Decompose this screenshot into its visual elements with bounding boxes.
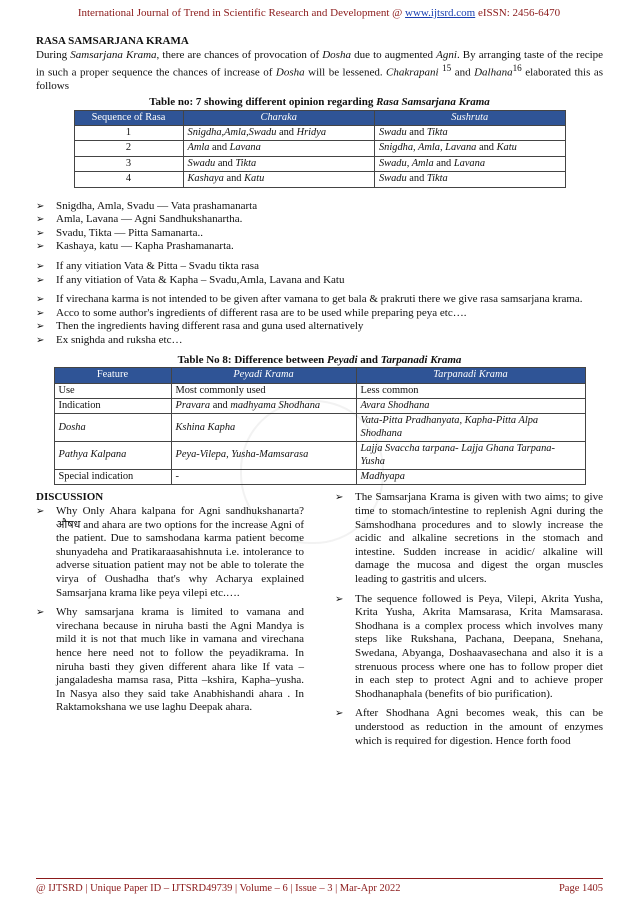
journal-link[interactable]: www.ijtsrd.com — [405, 7, 476, 19]
table-cell: Amla and Lavana — [183, 141, 374, 156]
journal-header — [0, 7, 638, 19]
table-row — [54, 414, 585, 442]
left-column — [36, 491, 304, 754]
footer-rule — [36, 878, 603, 879]
table7-header: Charaka — [183, 110, 374, 125]
intro-paragraph: During Samsarjana Krama, there are chances of provocation of Dosha due to augmented Agni. By arranging taste of the recipe in such a proper sequence the chances of increase of Dosha will be lessened. Chakrapani $^{15}$ and Dalhana$^{16}$ elaborated this as follows — [36, 48, 604, 93]
table-cell: Dosha — [54, 414, 171, 442]
table-cell: Avara Shodhana — [356, 399, 585, 414]
right-column — [335, 491, 603, 754]
discussion-right-list — [335, 491, 603, 748]
list-item: ➢ Amla, Lavana — Agni Sandhukshanartha. — [36, 213, 603, 227]
table-cell: Swadu, Amla and Lavana — [374, 156, 565, 171]
discussion-left-list — [36, 505, 304, 715]
table-row — [54, 470, 585, 485]
table-cell: Pravara and madhyama Shodhana — [171, 399, 356, 414]
table-cell: Snigdha,Amla,Swadu and Hridya — [183, 126, 374, 141]
table-cell: Swadu and Tikta — [374, 126, 565, 141]
table8-caption: Table No 8: Difference between Peyadi and Tarpanadi Krama — [177, 353, 462, 366]
table-cell: - — [171, 470, 356, 485]
table8-header: Tarpanadi Krama — [356, 368, 585, 383]
table-cell: Madhyapa — [356, 470, 585, 485]
discussion-columns — [36, 491, 603, 754]
vitiation-list — [36, 260, 603, 287]
list-item: ➢ If any vitiation of Vata & Kapha – Svadu,Amla, Lavana and Katu — [36, 274, 603, 288]
table-cell: Swadu and Tikta — [183, 156, 374, 171]
discussion-title: DISCUSSION — [36, 491, 104, 504]
notes-list — [36, 293, 603, 347]
table-cell: Special indication — [54, 470, 171, 485]
list-item: ➢ Kashaya, katu — Kapha Prashamanarta. — [36, 240, 603, 254]
table-cell: Most commonly used — [171, 383, 356, 398]
table-cell: 1 — [74, 126, 183, 141]
list-item: ➢ After Shodhana Agni becomes weak, this can be understood as reduction in the amount of enzymes which is required for digestion. Hence forth food — [335, 707, 603, 748]
page-number: Page 1405 — [558, 883, 603, 894]
list-item: ➢ Ex snighda and ruksha etc… — [36, 334, 603, 348]
table-cell: Lajja Svaccha tarpana- Lajja Ghana Tarpana- Yusha — [356, 442, 585, 470]
rasa-list — [36, 200, 603, 254]
list-item: ➢ Why samsarjana krama is limited to vamana and virechana because in niruha basti the Agni Mandya is mild it is not that much like in vamana and virechana hence here need not to follow the peyadikrama. In niruha basti they given different ahara like If vata –jangaladesha mamsa rasa, Pitta –kshira, Kapha–yusha. In Nasya also they said take Anabhishandi ahara . In Raktamokshana we use laghu Deepak ahara. — [36, 606, 304, 715]
table-8 — [54, 367, 586, 485]
table-row — [74, 172, 565, 187]
page-content — [36, 35, 603, 754]
list-item: ➢ Why Only Ahara kalpana for Agni sandhukshanarta? औषध and ahara are two options for the increase Agni of the patient. Due to samshodana karma patient become shunyadeha and Pratikaraasahishnuta i.e. intolerance to adverse situation patient may not be able to tolerate the virya of Oushadha that's why Acharya explained Samsarjana krama like peya vilepi etc.…. — [36, 505, 304, 600]
table7-header: Sequence of Rasa — [74, 110, 183, 125]
issn: eISSN: 2456-6470 — [475, 7, 561, 19]
table-cell: Swadu and Tikta — [374, 172, 565, 187]
table-row — [74, 126, 565, 141]
footer-info: @ IJTSRD | Unique Paper ID – IJTSRD49739 | Volume – 6 | Issue – 3 | Mar-Apr 2022 — [36, 883, 401, 894]
table-row — [54, 442, 585, 470]
list-item: ➢ If virechana karma is not intended to be given after vamana to get bala & prakruti there we give rasa samsarjana krama. — [36, 293, 603, 307]
table-row — [54, 399, 585, 414]
table-row — [74, 156, 565, 171]
list-item: ➢ If any vitiation Vata & Pitta – Svadu tikta rasa — [36, 260, 603, 274]
journal-title: International Journal of Trend in Scientific Research and Development @ — [77, 7, 406, 19]
list-item: ➢ The sequence followed is Peya, Vilepi, Akrita Yusha, Krita Yusha, Akrita Mamsarasa, Krita Mamsarasa. Shodhana is a complex process which involves many steps like Rukshana, Pachana, Deepana, Snehana, Swedana, Abyanga, Doshaavasechana and also it is a strenuous process where one has to follow proper diet in each step to protect Agni and to achieve proper Shodhanaphala (benefits of bio purification). — [335, 593, 603, 702]
table-cell: 2 — [74, 141, 183, 156]
table-cell: Pathya Kalpana — [54, 442, 171, 470]
table-7 — [74, 110, 566, 188]
table-row — [54, 383, 585, 398]
list-item: ➢ Snigdha, Amla, Svadu — Vata prashamanarta — [36, 200, 603, 214]
table-cell: 4 — [74, 172, 183, 187]
table-cell: Less common — [356, 383, 585, 398]
table-cell: Vata-Pitta Pradhanyata, Kapha-Pitta Alpa Shodhana — [356, 414, 585, 442]
table8-header: Feature — [54, 368, 171, 383]
list-item: ➢ Then the ingredients having different rasa and guna used alternatively — [36, 320, 603, 334]
section-title: RASA SAMSARJANA KRAMA — [36, 35, 189, 47]
table8-header: Peyadi Krama — [171, 368, 356, 383]
table-cell: Use — [54, 383, 171, 398]
table-cell: Indication — [54, 399, 171, 414]
table-cell: Snigdha, Amla, Lavana and Katu — [374, 141, 565, 156]
table7-header: Sushruta — [374, 110, 565, 125]
table-cell: 3 — [74, 156, 183, 171]
table-cell: Kshina Kapha — [171, 414, 356, 442]
table-cell: Peya-Vilepa, Yusha-Mamsarasa — [171, 442, 356, 470]
table7-caption: Table no: 7 showing different opinion regarding Rasa Samsarjana Krama — [149, 96, 490, 109]
list-item: ➢ The Samsarjana Krama is given with two aims; to give time to stomach/intestine to replenish Agni during the Samshodhana procedures and to slowly increase the acidic and alkaline secretions in the stomach and intestine. Sudden increase in acidic/ alkaline will damage the mucosa and digest the organ muscles leading to gastritis and ulcers. — [335, 491, 603, 586]
table-row — [74, 141, 565, 156]
table-cell: Kashaya and Katu — [183, 172, 374, 187]
page-footer — [36, 883, 603, 894]
list-item: ➢ Svadu, Tikta — Pitta Samanarta.. — [36, 227, 603, 241]
list-item: ➢ Acco to some author's ingredients of different rasa are to be used while preparing peya etc…. — [36, 307, 603, 321]
